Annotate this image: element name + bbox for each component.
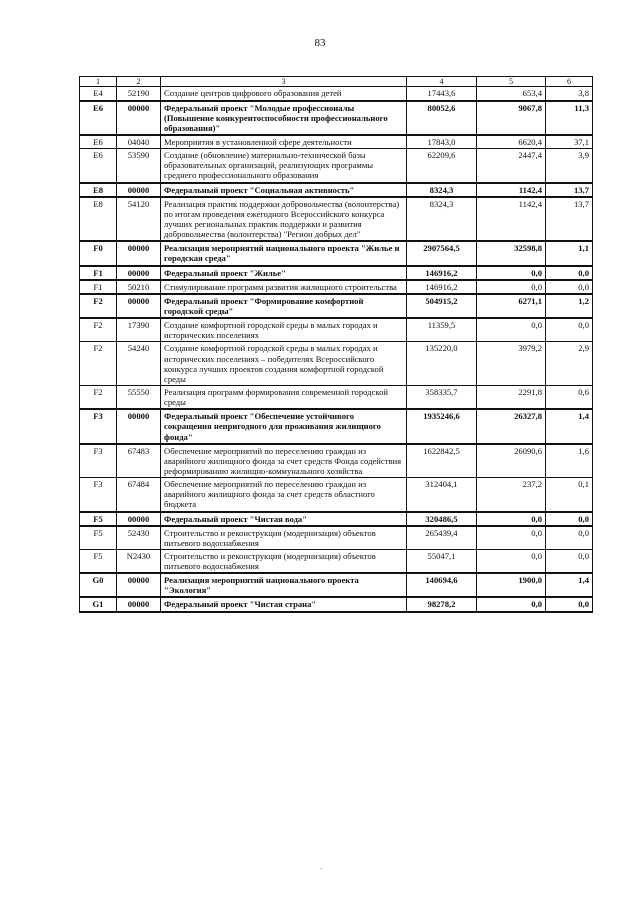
- cell-percent: 0,0: [546, 280, 593, 294]
- cell-actual-amount: 6271,1: [477, 294, 546, 318]
- table-row: [80, 444, 593, 478]
- cell-plan-amount: 146916,2: [407, 280, 477, 294]
- cell-target-code: E6: [80, 101, 117, 135]
- column-header-5: 5: [477, 77, 546, 87]
- table-row: [80, 478, 593, 512]
- cell-target-code: F3: [80, 444, 117, 478]
- cell-expense-code: 55550: [117, 385, 161, 409]
- table-row: [80, 512, 593, 526]
- cell-expense-code: 00000: [117, 573, 161, 597]
- cell-description: Обеспечение мероприятий по переселению граждан из аварийного жилищного фонда за счет средств областного бюджета: [161, 478, 407, 512]
- cell-plan-amount: 8324,3: [407, 197, 477, 242]
- table-row: [80, 266, 593, 280]
- cell-percent: 0,0: [546, 318, 593, 342]
- cell-description: Создание центров цифрового образования детей: [161, 87, 407, 101]
- cell-target-code: F1: [80, 280, 117, 294]
- table-row: [80, 241, 593, 265]
- cell-description: Федеральный проект "Молодые профессионалы (Повышение конкурентоспособности профессионального образования)": [161, 101, 407, 135]
- cell-description: Обеспечение мероприятий по переселению граждан из аварийного жилищного фонда за счет средств Фонда содействия реформированию жилищно-коммунального хозяйства: [161, 444, 407, 478]
- cell-percent: 2,9: [546, 342, 593, 386]
- table-row: [80, 101, 593, 135]
- page-speck: [320, 868, 322, 869]
- cell-target-code: E6: [80, 149, 117, 183]
- cell-actual-amount: 0,0: [477, 512, 546, 526]
- cell-plan-amount: 55047,1: [407, 549, 477, 573]
- cell-actual-amount: 1900,0: [477, 573, 546, 597]
- cell-actual-amount: 3979,2: [477, 342, 546, 386]
- cell-target-code: E8: [80, 197, 117, 242]
- cell-target-code: F2: [80, 294, 117, 318]
- cell-plan-amount: 98278,2: [407, 597, 477, 611]
- table-header-row: [80, 77, 593, 87]
- cell-actual-amount: 2291,8: [477, 385, 546, 409]
- cell-actual-amount: 0,0: [477, 526, 546, 550]
- cell-percent: 0,1: [546, 478, 593, 512]
- cell-actual-amount: 32598,8: [477, 241, 546, 265]
- cell-plan-amount: 1935246,6: [407, 409, 477, 443]
- table-row: [80, 573, 593, 597]
- table-row: [80, 87, 593, 101]
- cell-description: Реализация мероприятий национального проекта "Экология": [161, 573, 407, 597]
- cell-actual-amount: 0,0: [477, 280, 546, 294]
- cell-description: Федеральный проект "Социальная активность": [161, 183, 407, 197]
- cell-actual-amount: 26090,6: [477, 444, 546, 478]
- cell-percent: 11,3: [546, 101, 593, 135]
- cell-percent: 13,7: [546, 183, 593, 197]
- cell-expense-code: 00000: [117, 183, 161, 197]
- cell-actual-amount: 6620,4: [477, 135, 546, 149]
- table-row: [80, 597, 593, 611]
- table-row: [80, 135, 593, 149]
- cell-target-code: F2: [80, 385, 117, 409]
- cell-actual-amount: 0,0: [477, 266, 546, 280]
- cell-plan-amount: 146916,2: [407, 266, 477, 280]
- cell-expense-code: 53590: [117, 149, 161, 183]
- cell-percent: 0,0: [546, 597, 593, 611]
- table-row: [80, 549, 593, 573]
- cell-plan-amount: 17443,6: [407, 87, 477, 101]
- cell-expense-code: 00000: [117, 409, 161, 443]
- cell-actual-amount: 26327,8: [477, 409, 546, 443]
- cell-plan-amount: 2907564,5: [407, 241, 477, 265]
- table-row: [80, 409, 593, 443]
- table-row: [80, 385, 593, 409]
- column-header-4: 4: [407, 77, 477, 87]
- cell-percent: 0,0: [546, 266, 593, 280]
- cell-description: Строительство и реконструкция (модернизация) объектов питьевого водоснабжения: [161, 549, 407, 573]
- cell-description: Реализация программ формирования современной городской среды: [161, 385, 407, 409]
- cell-description: Федеральный проект "Обеспечение устойчивого сокращения непригодного для проживания жилищного фонда": [161, 409, 407, 443]
- cell-expense-code: 00000: [117, 294, 161, 318]
- cell-plan-amount: 11359,5: [407, 318, 477, 342]
- cell-actual-amount: 1142,4: [477, 183, 546, 197]
- cell-expense-code: 00000: [117, 101, 161, 135]
- table-row: [80, 342, 593, 386]
- cell-description: Реализация практик поддержки добровольчества (волонтерства) по итогам проведения ежегодного Всероссийского конкурса лучших региональных практик поддержки и развития добровольчества (волонтерства) "Регион добрых дел": [161, 197, 407, 242]
- cell-description: Федеральный проект "Жилье": [161, 266, 407, 280]
- cell-expense-code: 50210: [117, 280, 161, 294]
- cell-expense-code: 04040: [117, 135, 161, 149]
- cell-plan-amount: 265439,4: [407, 526, 477, 550]
- cell-plan-amount: 1622842,5: [407, 444, 477, 478]
- cell-actual-amount: 653,4: [477, 87, 546, 101]
- cell-percent: 3,9: [546, 149, 593, 183]
- table-row: [80, 526, 593, 550]
- cell-percent: 37,1: [546, 135, 593, 149]
- cell-plan-amount: 504915,2: [407, 294, 477, 318]
- table-row: [80, 294, 593, 318]
- cell-description: Строительство и реконструкция (модернизация) объектов питьевого водоснабжения: [161, 526, 407, 550]
- cell-expense-code: N2430: [117, 549, 161, 573]
- cell-description: Реализация мероприятий национального проекта "Жилье и городская среда": [161, 241, 407, 265]
- cell-percent: 13,7: [546, 197, 593, 242]
- cell-target-code: F3: [80, 478, 117, 512]
- cell-target-code: F0: [80, 241, 117, 265]
- cell-target-code: G0: [80, 573, 117, 597]
- cell-expense-code: 54240: [117, 342, 161, 386]
- cell-target-code: G1: [80, 597, 117, 611]
- cell-percent: 0,0: [546, 549, 593, 573]
- cell-plan-amount: 140694,6: [407, 573, 477, 597]
- cell-plan-amount: 8324,3: [407, 183, 477, 197]
- table-row: [80, 197, 593, 242]
- cell-expense-code: 00000: [117, 241, 161, 265]
- cell-target-code: E6: [80, 135, 117, 149]
- cell-target-code: F5: [80, 549, 117, 573]
- cell-expense-code: 54120: [117, 197, 161, 242]
- cell-percent: 1,1: [546, 241, 593, 265]
- cell-description: Создание комфортной городской среды в малых городах и исторических поселениях: [161, 318, 407, 342]
- cell-percent: 1,2: [546, 294, 593, 318]
- cell-target-code: F1: [80, 266, 117, 280]
- cell-target-code: F5: [80, 512, 117, 526]
- cell-expense-code: 17390: [117, 318, 161, 342]
- cell-description: Федеральный проект "Чистая страна": [161, 597, 407, 611]
- cell-expense-code: 00000: [117, 266, 161, 280]
- cell-percent: 1,4: [546, 573, 593, 597]
- table-body: [80, 87, 593, 612]
- cell-plan-amount: 312404,1: [407, 478, 477, 512]
- cell-percent: 0,0: [546, 526, 593, 550]
- cell-percent: 0,6: [546, 385, 593, 409]
- cell-percent: 0,0: [546, 512, 593, 526]
- cell-target-code: F2: [80, 318, 117, 342]
- cell-target-code: F2: [80, 342, 117, 386]
- column-header-2: 2: [117, 77, 161, 87]
- cell-actual-amount: 237,2: [477, 478, 546, 512]
- cell-expense-code: 52430: [117, 526, 161, 550]
- cell-target-code: E4: [80, 87, 117, 101]
- cell-percent: 1,4: [546, 409, 593, 443]
- budget-table: [79, 76, 593, 613]
- cell-actual-amount: 2447,4: [477, 149, 546, 183]
- cell-actual-amount: 9067,8: [477, 101, 546, 135]
- cell-description: Создание (обновление) материально-технической базы образовательных организаций, реализующих программы среднего профессионального образования: [161, 149, 407, 183]
- cell-expense-code: 67483: [117, 444, 161, 478]
- cell-target-code: F5: [80, 526, 117, 550]
- cell-actual-amount: 1142,4: [477, 197, 546, 242]
- cell-actual-amount: 0,0: [477, 318, 546, 342]
- cell-target-code: F3: [80, 409, 117, 443]
- cell-description: Мероприятия в установленной сфере деятельности: [161, 135, 407, 149]
- cell-plan-amount: 80052,6: [407, 101, 477, 135]
- cell-plan-amount: 17843,0: [407, 135, 477, 149]
- cell-description: Федеральный проект "Чистая вода": [161, 512, 407, 526]
- cell-expense-code: 00000: [117, 512, 161, 526]
- cell-description: Создание комфортной городской среды в малых городах и исторических поселениях – победителях Всероссийского конкурса лучших проектов создания комфортной городской среды: [161, 342, 407, 386]
- table-row: [80, 280, 593, 294]
- cell-percent: 1,6: [546, 444, 593, 478]
- column-header-1: 1: [80, 77, 117, 87]
- cell-plan-amount: 135220,0: [407, 342, 477, 386]
- table-row: [80, 183, 593, 197]
- cell-description: Стимулирование программ развития жилищного строительства: [161, 280, 407, 294]
- table-row: [80, 149, 593, 183]
- cell-expense-code: 67484: [117, 478, 161, 512]
- cell-plan-amount: 358335,7: [407, 385, 477, 409]
- cell-actual-amount: 0,0: [477, 549, 546, 573]
- page-number: 83: [314, 37, 326, 49]
- cell-description: Федеральный проект "Формирование комфортной городской среды": [161, 294, 407, 318]
- cell-plan-amount: 62209,6: [407, 149, 477, 183]
- cell-expense-code: 00000: [117, 597, 161, 611]
- column-header-6: 6: [546, 77, 593, 87]
- cell-actual-amount: 0,0: [477, 597, 546, 611]
- column-header-3: 3: [161, 77, 407, 87]
- cell-target-code: E8: [80, 183, 117, 197]
- cell-percent: 3,8: [546, 87, 593, 101]
- cell-plan-amount: 320486,5: [407, 512, 477, 526]
- table-row: [80, 318, 593, 342]
- cell-expense-code: 52190: [117, 87, 161, 101]
